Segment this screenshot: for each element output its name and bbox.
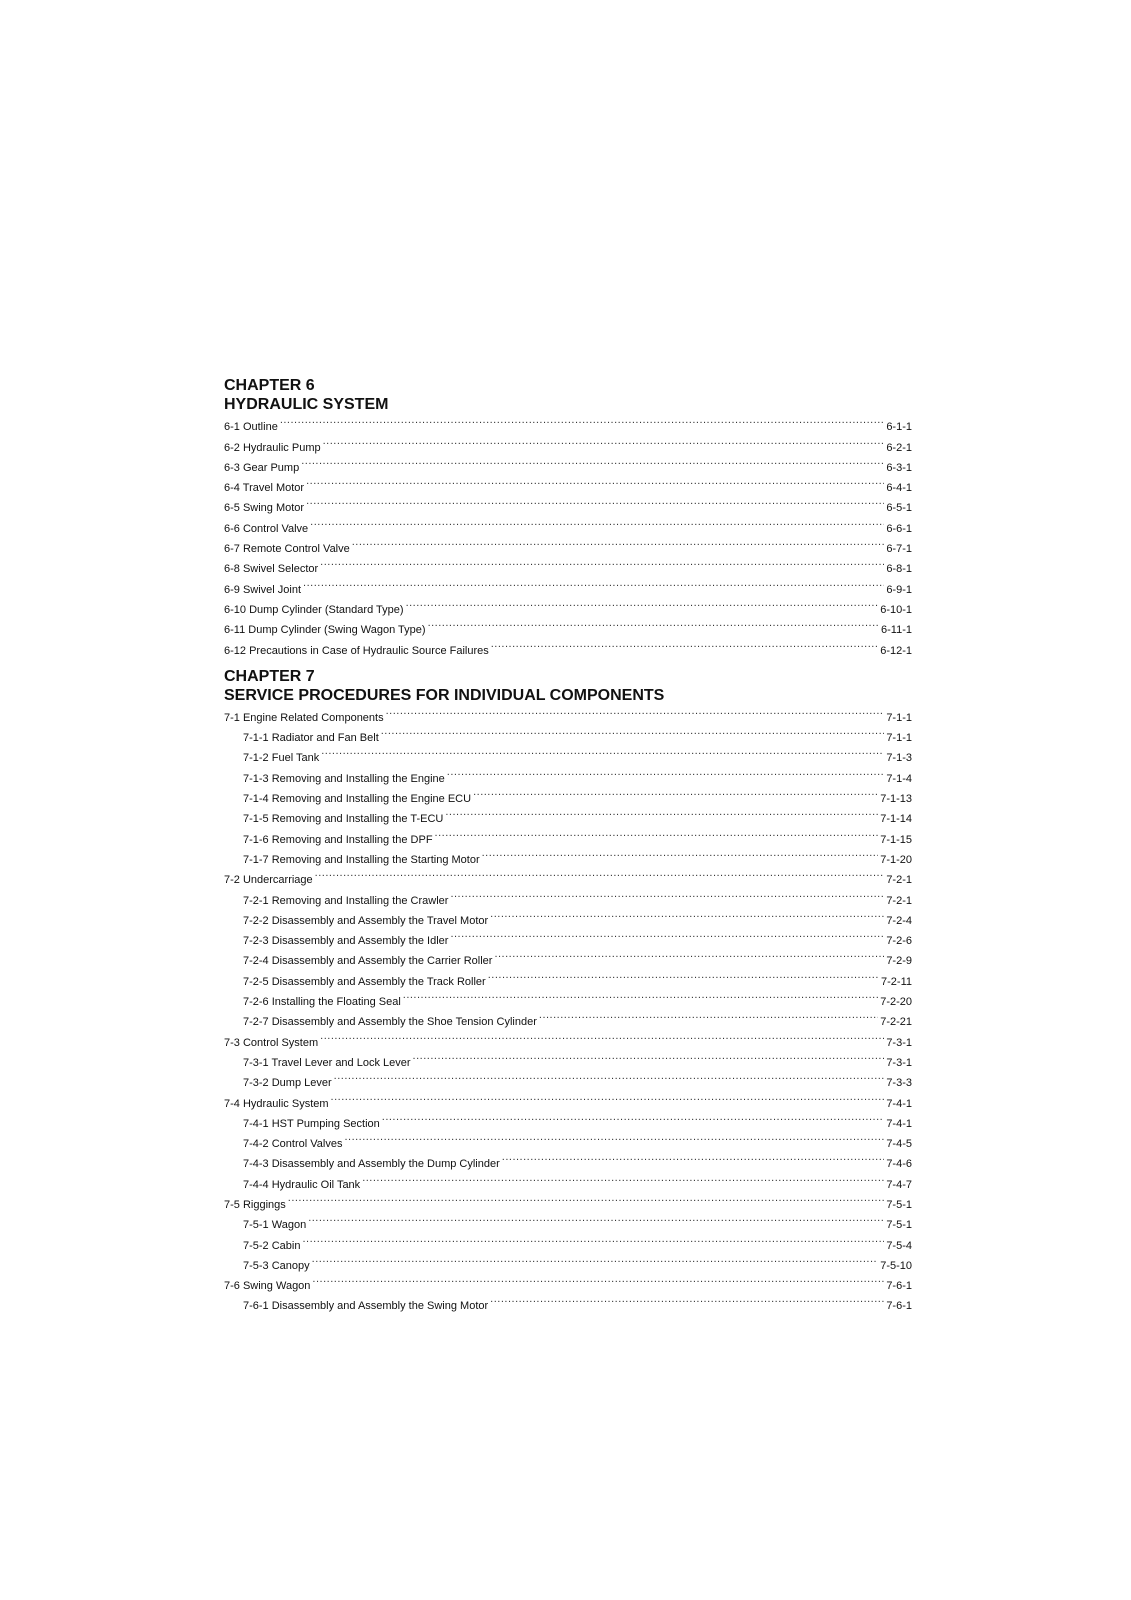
toc-entry-label: 6-2 Hydraulic Pump	[224, 441, 321, 454]
toc-entry[interactable]	[224, 572, 912, 596]
toc-entry-page: 7-1-1	[886, 732, 912, 745]
dot-leader	[362, 1167, 884, 1187]
toc-entry[interactable]	[224, 1228, 912, 1252]
dot-leader	[352, 532, 885, 552]
toc-entry-page: 7-4-1	[886, 1117, 912, 1130]
toc-entry-page: 7-5-1	[886, 1198, 912, 1211]
toc-entry-label: 7-1-5 Removing and Installing the T-ECU	[243, 813, 444, 826]
toc-entry-page: 7-2-21	[880, 1016, 912, 1029]
toc-entry[interactable]	[224, 451, 912, 474]
dot-leader	[502, 1147, 885, 1167]
toc-entry-label: 7-2-2 Disassembly and Assembly the Travel Motor	[243, 914, 489, 927]
toc-entry-page: 7-3-3	[886, 1077, 912, 1090]
dot-leader	[315, 863, 885, 883]
toc-entry-label: 7-1-2 Fuel Tank	[243, 752, 320, 765]
toc-entry-label: 7-2-3 Disassembly and Assembly the Idler	[243, 935, 449, 948]
toc-entry-label: 6-11 Dump Cylinder (Swing Wagon Type)	[224, 624, 426, 637]
toc-entry[interactable]	[224, 1025, 912, 1049]
dot-leader	[382, 1107, 885, 1127]
toc-entry[interactable]	[224, 1188, 912, 1211]
chapter-section	[224, 376, 912, 657]
toc-entry-label: 7-1-1 Radiator and Fan Belt	[243, 732, 379, 745]
toc-entry-label: 7-4-2 Control Valves	[243, 1138, 343, 1151]
toc-entry-page: 6-5-1	[886, 502, 912, 515]
toc-entry-page: 7-3-1	[886, 1036, 912, 1049]
toc-entry-label: 7-5 Riggings	[224, 1198, 286, 1211]
toc-entry-label: 7-1-3 Removing and Installing the Engine	[243, 772, 445, 785]
toc-entry-label: 7-2-6 Installing the Floating Seal	[243, 996, 401, 1009]
dot-leader	[312, 1249, 879, 1269]
dot-leader	[381, 721, 885, 741]
dot-leader	[447, 761, 885, 781]
toc-entry-page: 7-1-13	[880, 793, 912, 806]
chapter-title: SERVICE PROCEDURES FOR INDIVIDUAL COMPONENTS	[224, 686, 665, 704]
toc-entry-label: 7-2-1 Removing and Installing the Crawler	[243, 894, 449, 907]
toc-entry-label: 7-2 Undercarriage	[224, 874, 313, 887]
toc-entry-page: 7-5-1	[886, 1219, 912, 1232]
toc-entry-page: 7-2-20	[880, 996, 912, 1009]
toc-entry-page: 6-1-1	[886, 421, 912, 434]
dot-leader	[473, 782, 878, 802]
chapter-title: HYDRAULIC SYSTEM	[224, 396, 389, 413]
toc-entry-label: 7-6-1 Disassembly and Assembly the Swing Motor	[243, 1300, 489, 1313]
toc-entry-label: 7-4-3 Disassembly and Assembly the Dump Cylinder	[243, 1158, 500, 1171]
toc-entry-label: 6-3 Gear Pump	[224, 461, 300, 474]
toc-entry[interactable]	[224, 1269, 912, 1293]
dot-leader	[435, 822, 879, 842]
toc-entry-label: 6-12 Precautions in Case of Hydraulic Source Failures	[224, 644, 489, 657]
toc-entry-label: 7-1-4 Removing and Installing the Engine ECU	[243, 793, 472, 806]
dot-leader	[308, 1208, 884, 1228]
toc-entry-page: 6-11-1	[881, 624, 912, 637]
toc-entry-page: 7-2-6	[886, 935, 912, 948]
toc-entry-page: 6-12-1	[880, 644, 912, 657]
toc-entry[interactable]	[224, 883, 912, 907]
toc-entry[interactable]	[224, 593, 912, 616]
toc-entry-page: 7-6-1	[886, 1300, 912, 1313]
toc-entry[interactable]	[224, 491, 912, 515]
toc-entry-label: 6-7 Remote Control Valve	[224, 543, 350, 556]
dot-leader	[450, 883, 884, 903]
dot-leader	[280, 410, 885, 430]
dot-leader	[302, 1228, 884, 1248]
dot-leader	[445, 802, 878, 822]
toc-entry-label: 6-4 Travel Motor	[224, 482, 305, 495]
toc-entry-page: 7-1-4	[886, 772, 912, 785]
toc-entry-label: 6-5 Swing Motor	[224, 502, 305, 515]
toc-entry[interactable]	[224, 1208, 912, 1232]
toc-entry-page: 7-2-9	[886, 955, 912, 968]
toc-entry[interactable]	[224, 532, 912, 556]
dot-leader	[494, 944, 884, 964]
toc-entry-page: 6-4-1	[886, 482, 912, 495]
dot-leader	[482, 843, 879, 863]
chapter-entry-list	[224, 701, 912, 1313]
dot-leader	[490, 1289, 884, 1309]
toc-entry-page: 7-4-5	[886, 1138, 912, 1151]
toc-entry-page: 7-5-10	[880, 1259, 912, 1272]
toc-entry-label: 6-1 Outline	[224, 421, 278, 434]
table-of-contents	[224, 376, 912, 1313]
toc-entry-page: 6-7-1	[886, 543, 912, 556]
toc-entry-label: 7-5-1 Wagon	[243, 1219, 307, 1232]
toc-entry-label: 6-6 Control Valve	[224, 522, 309, 535]
toc-entry-page: 6-6-1	[886, 522, 912, 535]
dot-leader	[386, 701, 885, 721]
toc-entry-page: 6-2-1	[886, 441, 912, 454]
toc-entry-page: 6-3-1	[886, 461, 912, 474]
dot-leader	[303, 572, 884, 592]
toc-entry-label: 7-4-1 HST Pumping Section	[243, 1117, 380, 1130]
toc-entry-page: 7-2-1	[886, 874, 912, 887]
dot-leader	[490, 904, 884, 924]
toc-entry-page: 7-1-15	[880, 833, 912, 846]
dot-leader	[306, 491, 884, 511]
dot-leader	[323, 430, 885, 450]
toc-entry[interactable]	[224, 741, 912, 765]
toc-entry-page: 7-2-4	[886, 914, 912, 927]
dot-leader	[450, 924, 884, 944]
toc-entry-page: 6-9-1	[886, 583, 912, 596]
dot-leader	[406, 593, 879, 613]
toc-entry[interactable]	[224, 863, 912, 887]
dot-leader	[413, 1046, 885, 1066]
dot-leader	[331, 1086, 885, 1106]
toc-entry-page: 7-4-1	[886, 1097, 912, 1110]
toc-entry-page: 7-1-20	[880, 853, 912, 866]
toc-entry-label: 7-5-3 Canopy	[243, 1259, 310, 1272]
chapter-number: CHAPTER 7	[224, 667, 315, 685]
dot-leader	[491, 633, 878, 653]
toc-entry[interactable]	[224, 1289, 912, 1313]
dot-leader	[310, 511, 884, 531]
toc-entry-label: 7-2-5 Disassembly and Assembly the Track Roller	[243, 975, 486, 988]
toc-entry-label: 7-2-7 Disassembly and Assembly the Shoe Tension Cylinder	[243, 1016, 537, 1029]
toc-entry-page: 7-4-7	[886, 1178, 912, 1191]
toc-entry[interactable]	[224, 430, 912, 454]
dot-leader	[428, 613, 879, 633]
toc-entry-label: 7-1 Engine Related Components	[224, 711, 384, 724]
toc-entry[interactable]	[224, 761, 912, 785]
chapter-entry-list	[224, 410, 912, 657]
toc-entry[interactable]	[224, 511, 912, 535]
toc-entry[interactable]	[224, 1249, 912, 1272]
dot-leader	[306, 471, 884, 491]
toc-entry-page: 7-4-6	[886, 1158, 912, 1171]
chapter-section	[224, 667, 912, 1313]
dot-leader	[344, 1127, 884, 1147]
dot-leader	[288, 1188, 885, 1208]
toc-entry-page: 7-2-11	[881, 975, 912, 988]
dot-leader	[321, 741, 884, 761]
toc-entry[interactable]	[224, 410, 912, 434]
dot-leader	[320, 1025, 884, 1045]
toc-entry-page: 6-10-1	[880, 603, 912, 616]
toc-entry[interactable]	[224, 552, 912, 576]
dot-leader	[320, 552, 884, 572]
toc-entry-label: 7-1-7 Removing and Installing the Starting Motor	[243, 853, 480, 866]
toc-entry-label: 7-3-1 Travel Lever and Lock Lever	[243, 1056, 411, 1069]
toc-entry-label: 7-1-6 Removing and Installing the DPF	[243, 833, 433, 846]
toc-entry-label: 7-2-4 Disassembly and Assembly the Carrier Roller	[243, 955, 493, 968]
dot-leader	[488, 964, 879, 984]
toc-entry-label: 7-5-2 Cabin	[243, 1239, 301, 1252]
toc-entry-label: 7-3 Control System	[224, 1036, 319, 1049]
toc-entry-page: 7-3-1	[886, 1056, 912, 1069]
toc-entry-page: 7-1-14	[880, 813, 912, 826]
toc-entry-label: 7-3-2 Dump Lever	[243, 1077, 332, 1090]
toc-entry-label: 6-10 Dump Cylinder (Standard Type)	[224, 603, 404, 616]
toc-entry-page: 7-6-1	[886, 1280, 912, 1293]
toc-entry-page: 6-8-1	[886, 563, 912, 576]
dot-leader	[312, 1269, 884, 1289]
toc-entry-page: 7-1-1	[886, 711, 912, 724]
toc-entry-page: 7-2-1	[886, 894, 912, 907]
dot-leader	[334, 1066, 885, 1086]
toc-entry[interactable]	[224, 471, 912, 495]
chapter-number: CHAPTER 6	[224, 377, 315, 394]
toc-entry-label: 7-4 Hydraulic System	[224, 1097, 329, 1110]
toc-entry-label: 6-8 Swivel Selector	[224, 563, 319, 576]
toc-entry-label: 7-6 Swing Wagon	[224, 1280, 311, 1293]
toc-entry-page: 7-1-3	[886, 752, 912, 765]
toc-entry-label: 6-9 Swivel Joint	[224, 583, 302, 596]
toc-entry[interactable]	[224, 1046, 912, 1069]
toc-entry-label: 7-4-4 Hydraulic Oil Tank	[243, 1178, 361, 1191]
dot-leader	[539, 1005, 878, 1025]
toc-entry-page: 7-5-4	[886, 1239, 912, 1252]
dot-leader	[301, 451, 884, 471]
dot-leader	[403, 985, 878, 1005]
